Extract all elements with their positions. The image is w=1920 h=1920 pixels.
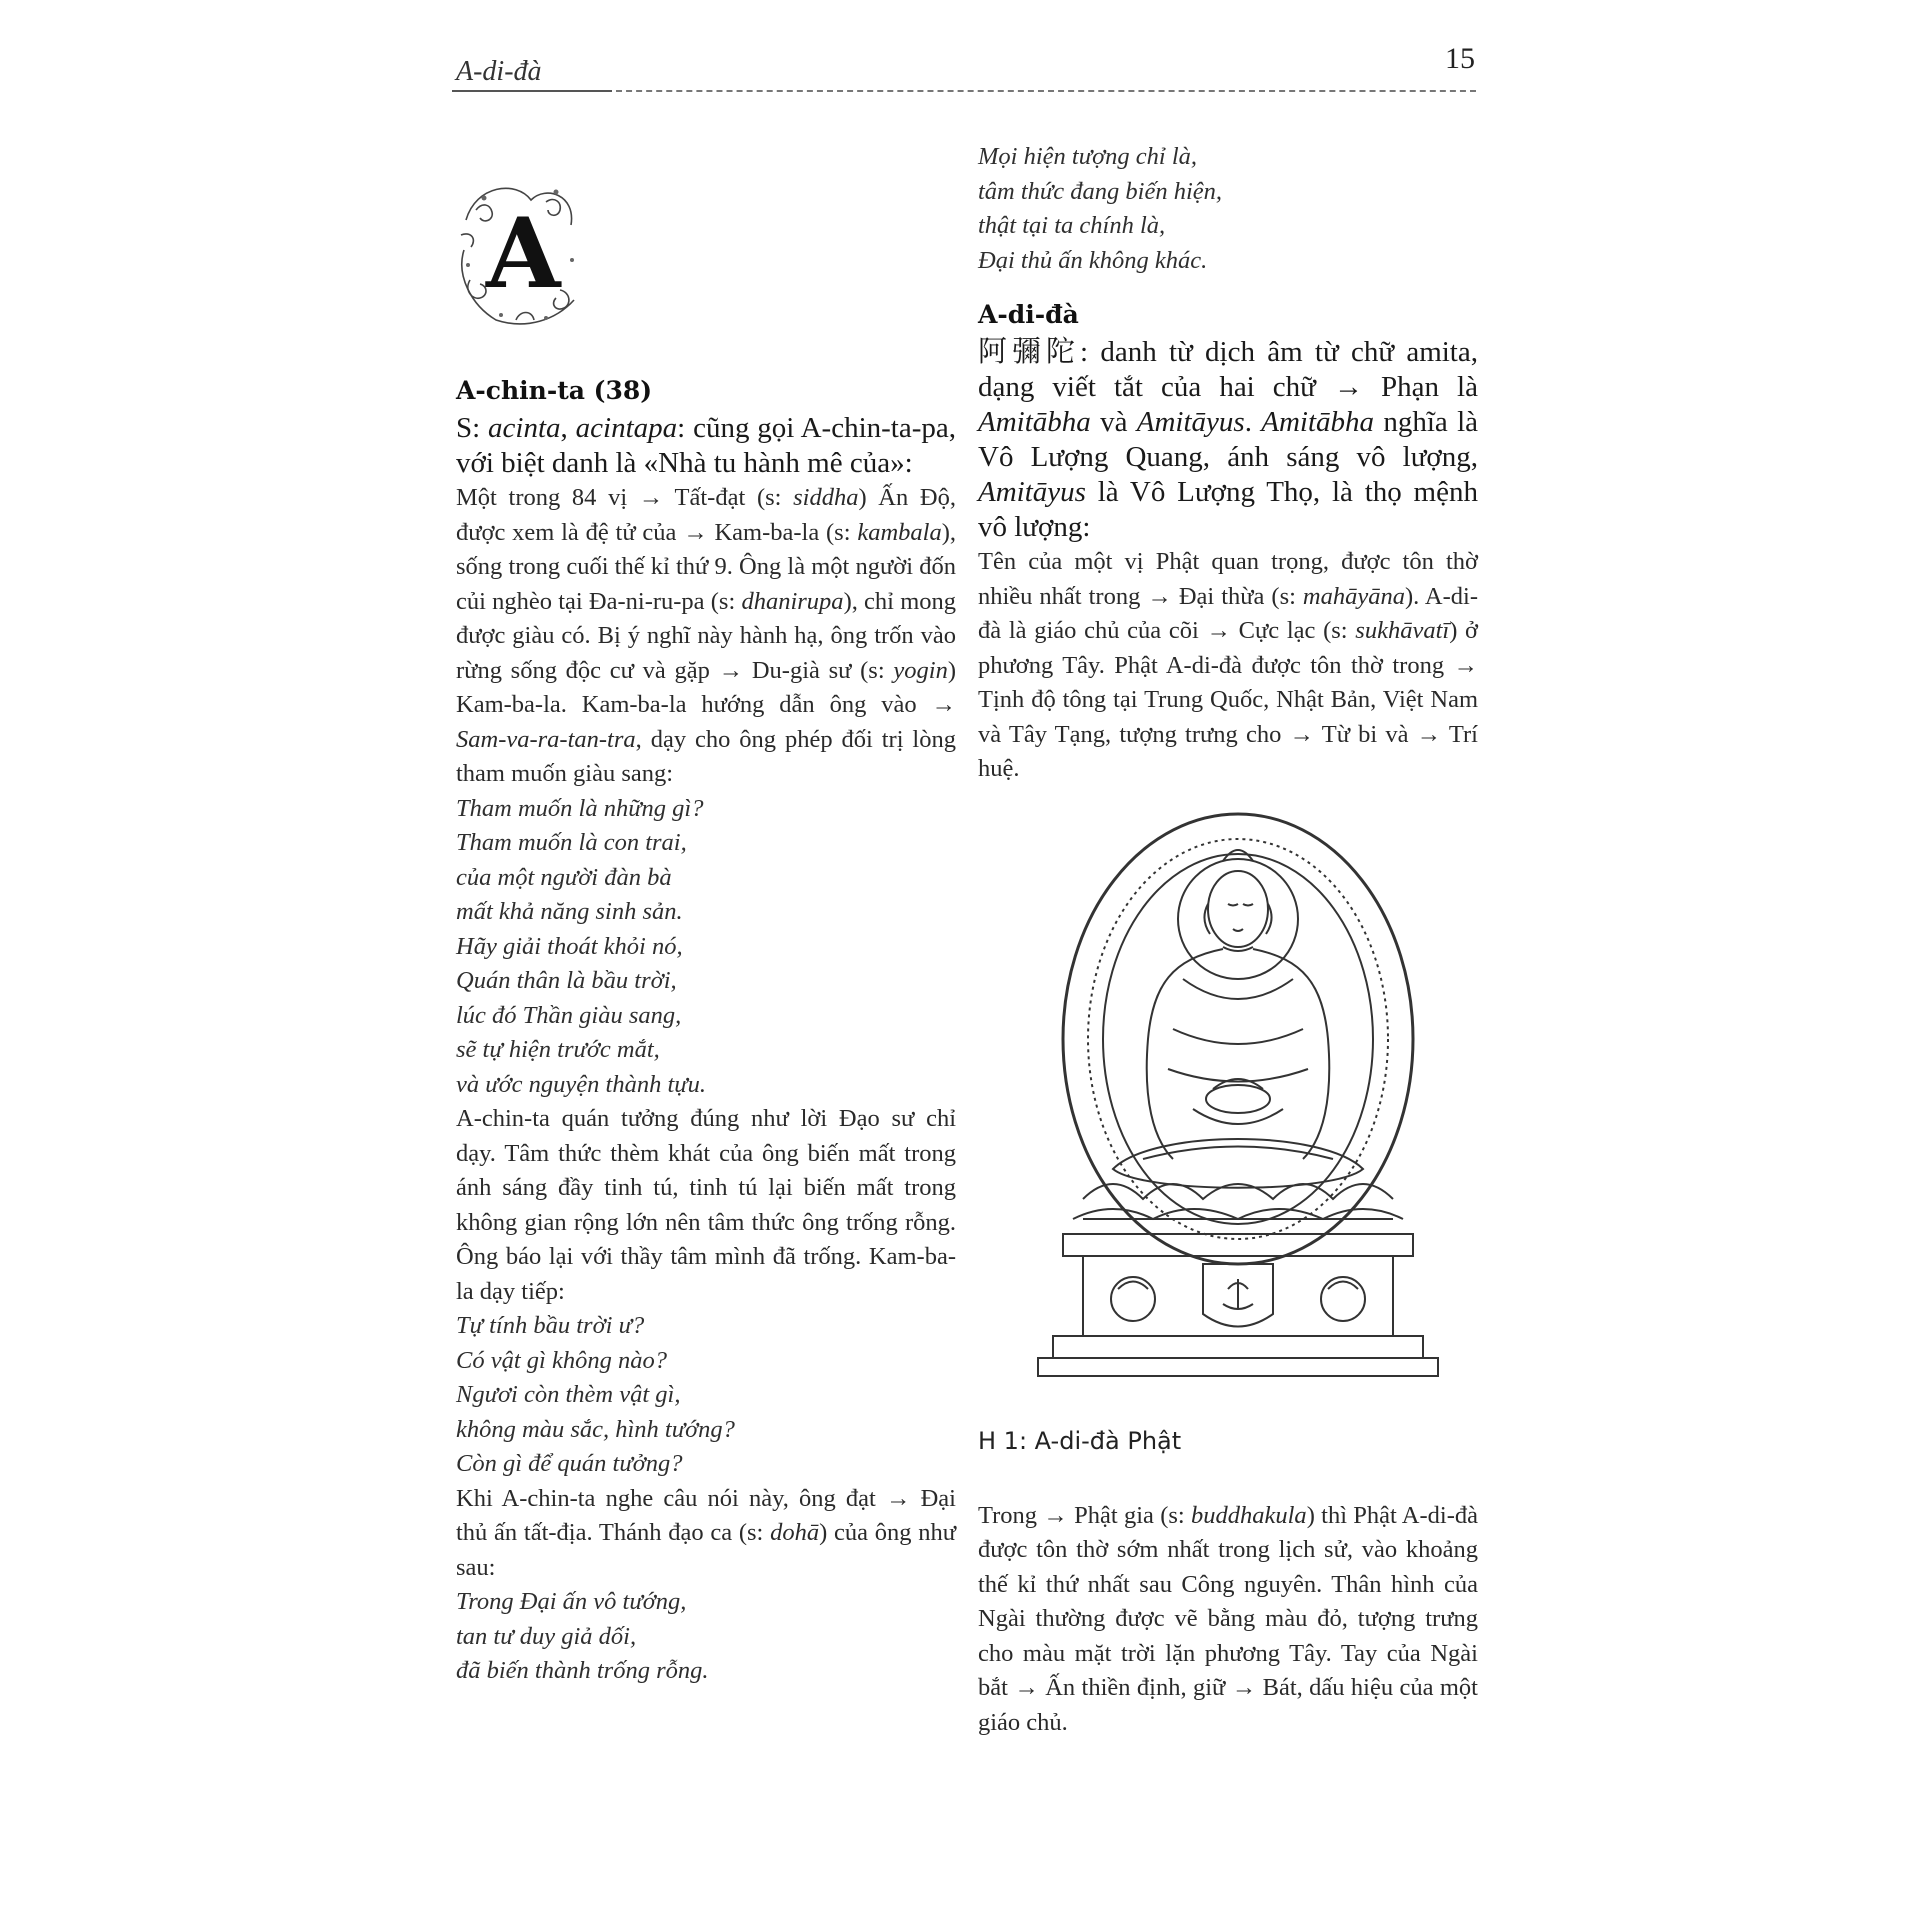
verse-line: tan tư duy giả dối, — [456, 1622, 637, 1650]
dropcap-letter: A — [486, 197, 561, 310]
verse-line: Có vật gì không nào? — [456, 1346, 667, 1374]
body-text: ). A-di-đà là giáo chủ của cõi → Cực lạc (s: — [978, 582, 1478, 644]
verse-block-continued — [978, 140, 1478, 278]
sanskrit-term: Amitābha — [978, 406, 1091, 438]
right-column — [978, 140, 1478, 1740]
verse-line: và ước nguyện thành tựu. — [456, 1070, 707, 1098]
sanskrit-term: mahāyāna — [1302, 582, 1405, 610]
body-text: ) Kam-ba-la. Kam-ba-la hướng dẫn ông vào → — [456, 656, 956, 718]
lead-text: : danh từ dịch âm từ chữ amita, dạng viết tắt của hai chữ → Phạn là — [978, 336, 1478, 403]
verse-line: Còn gì để quán tưởng? — [456, 1450, 683, 1477]
figure-caption: H 1: A-di-đà Phật — [978, 1426, 1182, 1455]
sanskrit-term: dhanirupa — [741, 587, 844, 615]
verse-line: đã biến thành trống rỗng. — [456, 1657, 709, 1684]
lead-text: và — [1090, 406, 1137, 438]
verse-line: Mọi hiện tượng chỉ là, — [978, 143, 1198, 170]
sanskrit-term: acintapa — [575, 412, 678, 444]
verse-line: Ngươi còn thèm vật gì, — [456, 1381, 681, 1408]
lead-separator: , — [560, 412, 576, 444]
entry-body-adida-1 — [978, 545, 1478, 787]
sanskrit-term: Amitāyus — [1136, 406, 1245, 438]
sanskrit-term: kambala — [857, 518, 942, 546]
verse-line: không màu sắc, hình tướng? — [456, 1415, 735, 1443]
body-text: ), sống trong cuối thế kỉ thứ 9. Ông là một người đốn củi nghèo tại Đa-ni-ru-pa (s: — [456, 518, 956, 615]
verse-line: của một người đàn bà — [456, 863, 672, 891]
body-text: ) thì Phật A-di-đà được tôn thờ sớm nhất trong lịch sử, vào khoảng thế kỉ thứ nhất sau Công nguyên. Thân hình của Ngài thường được vẽ bằng màu đỏ, tượng trưng cho màu mặt trời lặn phương Tây. Tay của Ngài bắt → Ấn thiền định, giữ → Bát, dấu hiệu của một giáo chủ. — [978, 1501, 1478, 1736]
entry-title-adida: A-di-đà — [978, 300, 1079, 329]
verse-line: tâm thức đang biến hiện, — [978, 177, 1223, 205]
sanskrit-term: siddha — [793, 484, 859, 511]
entry-body-adida-2 — [978, 1499, 1478, 1741]
sanskrit-term: buddhakula — [1191, 1501, 1307, 1529]
verse-line: Hãy giải thoát khỏi nó, — [456, 932, 683, 960]
entry-lead-achinta — [456, 411, 956, 481]
chinese-characters: 阿彌陀 — [978, 336, 1081, 368]
sanskrit-term: Sam-va-ra-tan-tra — [456, 725, 636, 753]
verse-line: Quán thân là bầu trời, — [456, 967, 677, 994]
verse-line: thật tại ta chính là, — [978, 212, 1166, 239]
entry-body-achinta-1 — [456, 481, 956, 792]
sanskrit-term: Amitābha — [1261, 406, 1375, 438]
amitabha-buddha-icon — [1023, 809, 1453, 1399]
verse-line: Tự tính bầu trời ư? — [456, 1312, 645, 1339]
verse-line: mất khả năng sinh sản. — [456, 898, 683, 925]
entry-title-achinta: A-chin-ta (38) — [456, 376, 653, 405]
body-text: ) Ấn Độ, được xem là đệ tử của → Kam-ba-la (s: — [456, 484, 956, 546]
entry-lead-adida — [978, 335, 1478, 545]
buddha-illustration — [1023, 809, 1453, 1399]
verse-block-1 — [456, 792, 956, 1103]
verse-block-2 — [456, 1309, 956, 1482]
header-rule-dashed — [616, 90, 1476, 92]
verse-line: Đại thủ ấn không khác. — [978, 246, 1208, 274]
running-head: A-di-đà — [456, 56, 542, 87]
verse-line: Trong Đại ấn vô tướng, — [456, 1588, 687, 1615]
page-number: 15 — [1445, 42, 1475, 75]
lead-text: là Vô Lượng Thọ, là thọ mệnh vô lượng: — [978, 476, 1478, 543]
verse-line: sẽ tự hiện trước mắt, — [456, 1036, 660, 1063]
body-text: Tên của một vị Phật quan trọng, được tôn thờ nhiều nhất trong → Đại thừa (s: — [978, 548, 1478, 610]
body-text: Khi A-chin-ta nghe câu nói này, ông đạt → Đại thủ ấn tất-địa. Thánh đạo ca (s: — [456, 1484, 956, 1546]
body-text: ) của ông như sau: — [456, 1519, 957, 1581]
sanskrit-term: acinta — [488, 412, 561, 444]
left-column — [456, 140, 956, 1689]
decorative-dropcap — [456, 180, 584, 330]
lead-text: nghĩa là Vô Lượng Quang, ánh sáng vô lượng, — [978, 406, 1479, 473]
lead-text: . — [1244, 406, 1262, 438]
sanskrit-term: sukhāvatī — [1355, 617, 1450, 644]
verse-line: Tham muốn là những gì? — [456, 794, 704, 822]
body-text: , dạy cho ông phép đối trị lòng tham muốn giàu sang: — [456, 725, 956, 787]
verse-line: Tham muốn là con trai, — [456, 829, 687, 856]
entry-body-achinta-2: A-chin-ta quán tưởng đúng như lời Đạo sư chỉ dạy. Tâm thức thèm khát của ông biến mất trong ánh sáng đầy tinh tú, tinh tú lại biến mất trong không gian rộng lớn nên tâm thức ông trống rỗng. Ông báo lại với thầy tâm mình đã trống. Kam-ba-la dạy tiếp: — [456, 1105, 956, 1305]
verse-line: lúc đó Thần giàu sang, — [456, 1001, 682, 1029]
body-text: Trong → Phật gia (s: — [978, 1501, 1191, 1529]
body-text: ), chỉ mong được giàu có. Bị ý nghĩ này hành hạ, ông trốn vào rừng sống độc cư và gặp → Du-già sư (s: — [456, 587, 956, 684]
header-rule-solid — [452, 90, 612, 92]
sanskrit-term: dohā — [770, 1519, 820, 1546]
lead-prefix: S: — [456, 412, 489, 444]
verse-block-3 — [456, 1585, 956, 1689]
lead-text: : cũng gọi A-chin-ta-pa, với biệt danh là «Nhà tu hành mê của»: — [456, 412, 957, 479]
entry-body-achinta-3 — [456, 1482, 956, 1586]
sanskrit-term: yogin — [893, 656, 948, 684]
body-text: Một trong 84 vị → Tất-đạt (s: — [456, 484, 794, 511]
sanskrit-term: Amitāyus — [978, 476, 1086, 508]
body-text: ) ở phương Tây. Phật A-di-đà được tôn thờ trong → Tịnh độ tông tại Trung Quốc, Nhật Bản, Việt Nam và Tây Tạng, tượng trưng cho → Từ bi và → Trí huệ. — [978, 617, 1478, 782]
